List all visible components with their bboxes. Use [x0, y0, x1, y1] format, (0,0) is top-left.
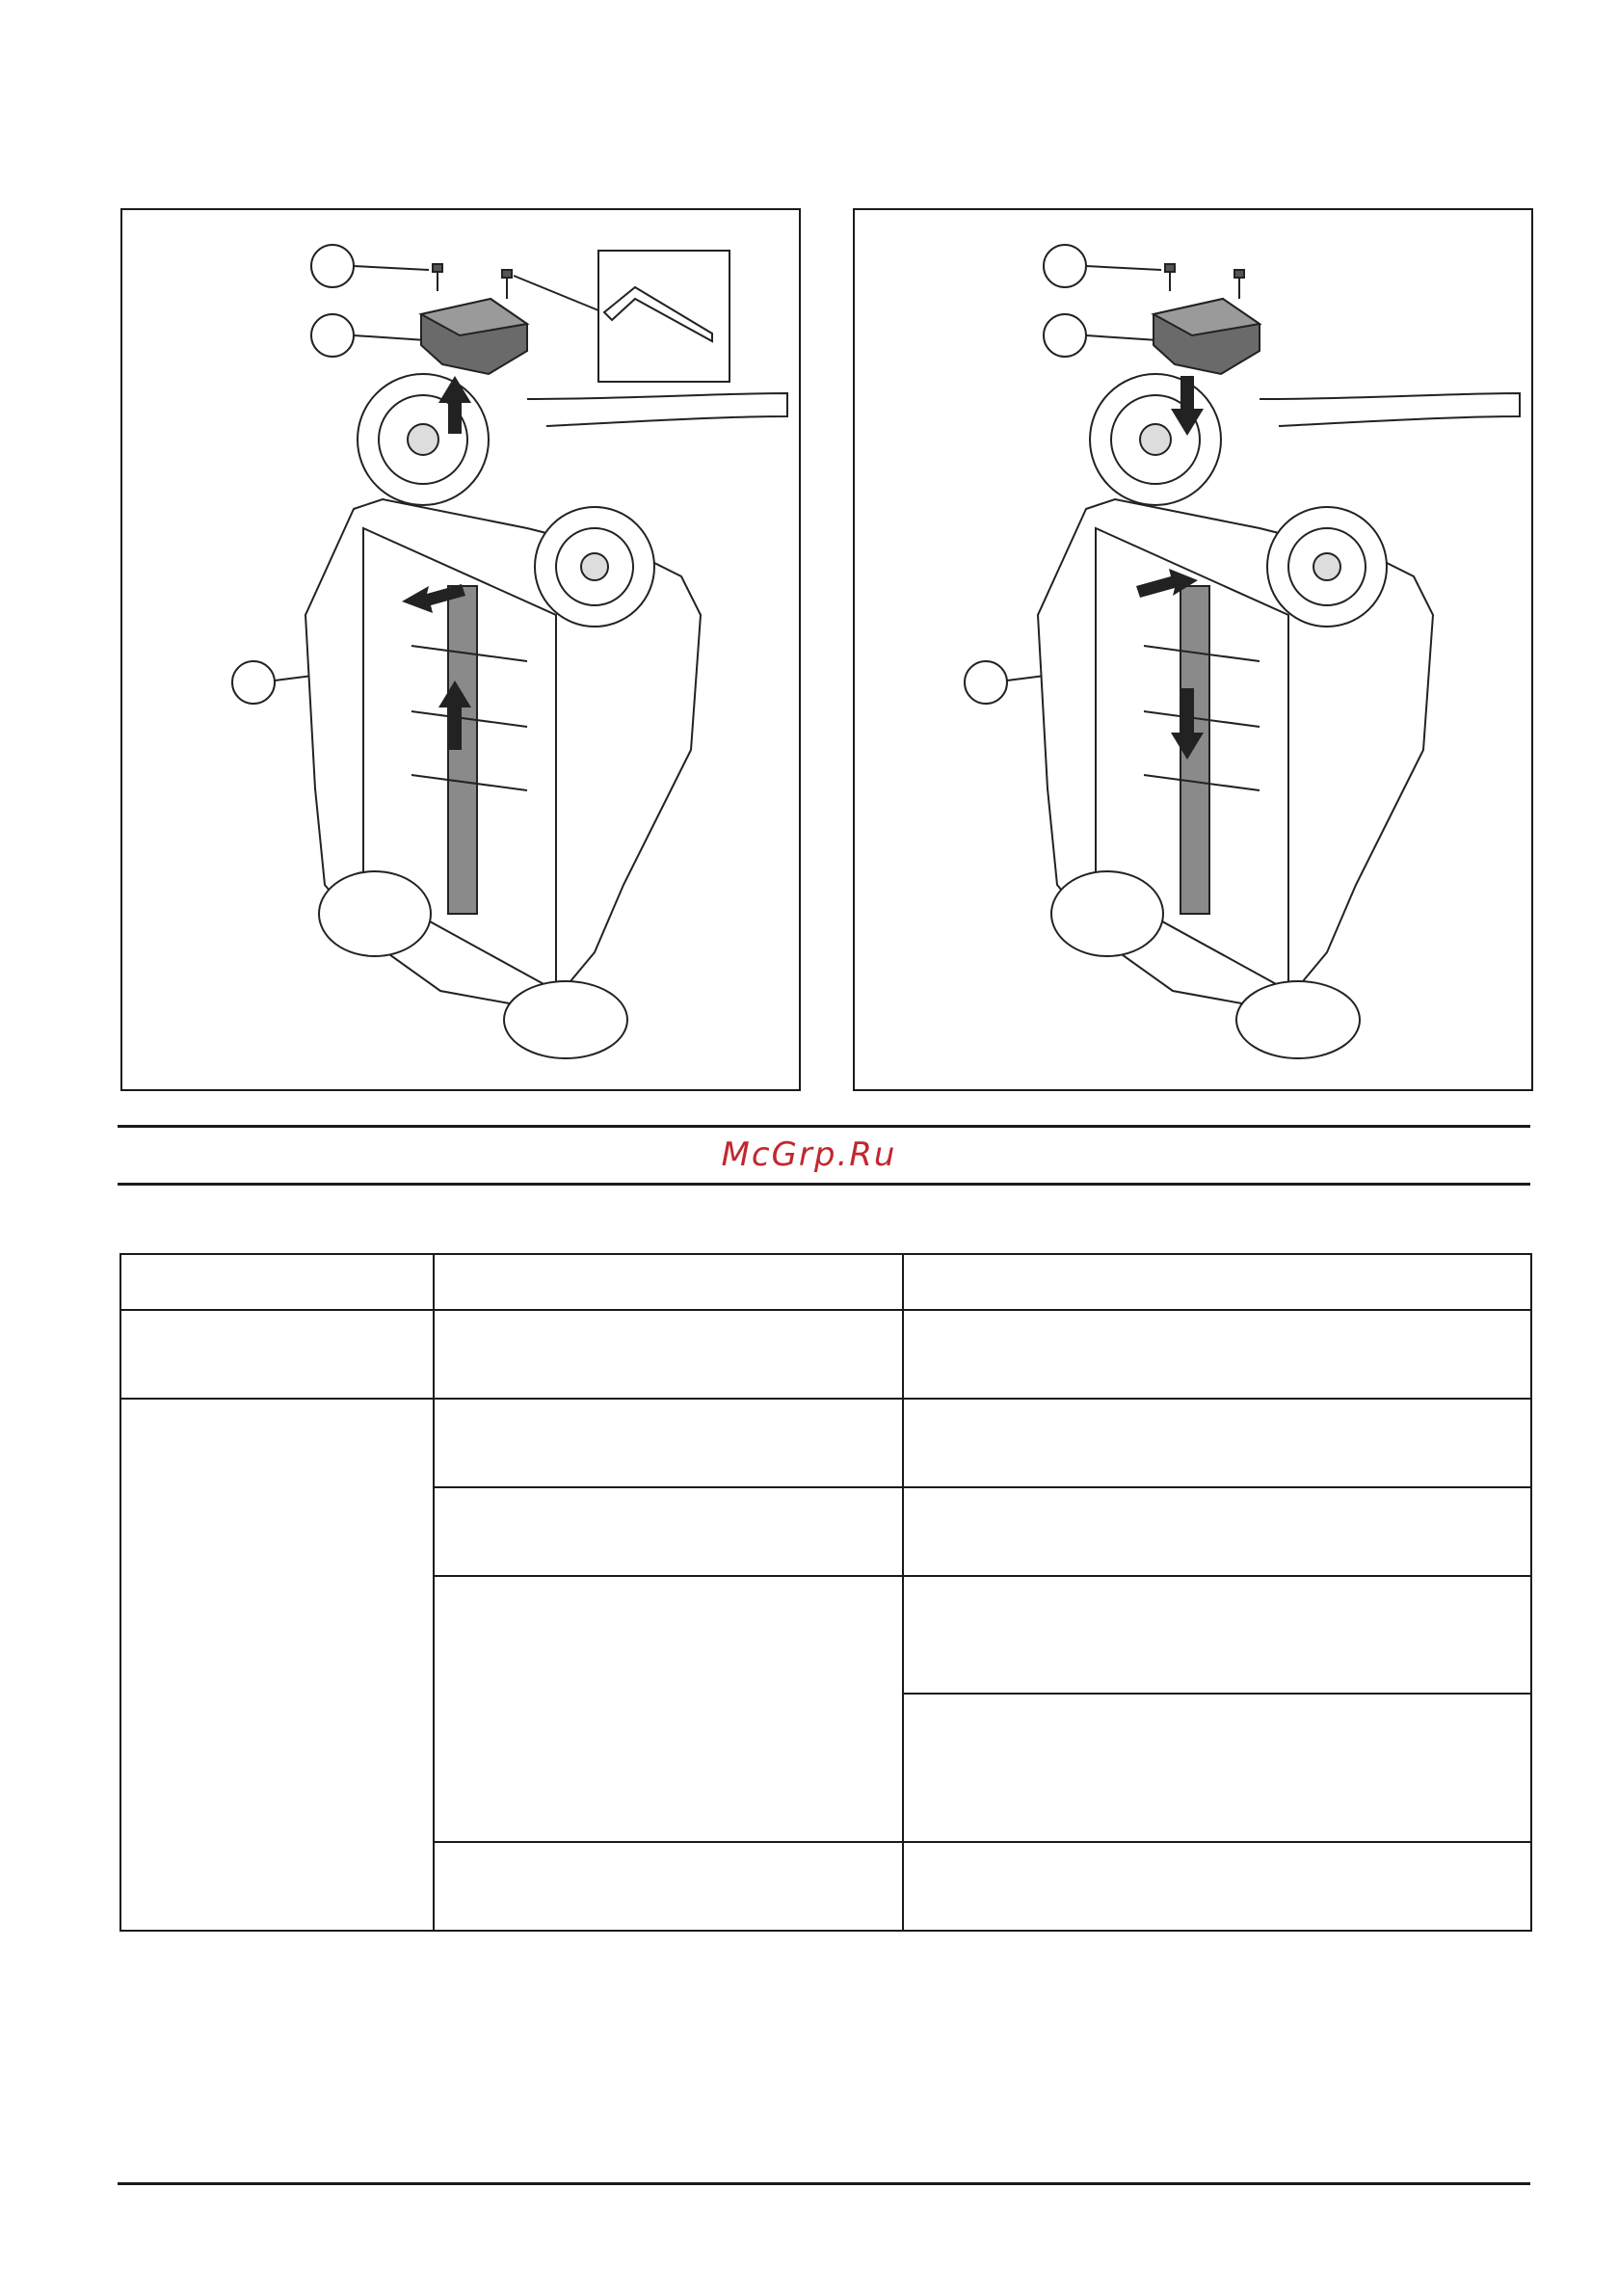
- table-header-cell: [434, 1254, 903, 1310]
- screw-icon: [1234, 270, 1244, 299]
- mower-illustration-left: [122, 210, 799, 1089]
- table-cell: [903, 1694, 1531, 1842]
- table-header-cell: [903, 1254, 1531, 1310]
- figure-install-roller: [853, 208, 1533, 1091]
- screw-icon: [1165, 264, 1175, 291]
- table-cell: [434, 1399, 903, 1487]
- figure-remove-roller: [120, 208, 801, 1091]
- table-header-cell: [120, 1254, 434, 1310]
- table-cell: [903, 1399, 1531, 1487]
- table-cell: [903, 1576, 1531, 1694]
- section-rule-bottom: [118, 1183, 1530, 1186]
- wheel-bottom-left: [319, 871, 431, 956]
- table-cell: [434, 1842, 903, 1931]
- table-cell: [120, 1399, 434, 1931]
- table-row: [120, 1399, 1531, 1487]
- callout-circle-2: [311, 314, 354, 357]
- table-cell: [903, 1310, 1531, 1399]
- mower-illustration-right: [855, 210, 1531, 1089]
- callout-circle-1: [1044, 245, 1086, 287]
- table-cell: [903, 1487, 1531, 1576]
- callout-circle-3: [965, 661, 1007, 704]
- screw-icon: [502, 270, 512, 299]
- wheel-bottom-right: [504, 981, 627, 1058]
- troubleshooting-table: [119, 1253, 1532, 1932]
- wheel-bottom-right: [1236, 981, 1360, 1058]
- table-cell: [434, 1576, 903, 1842]
- hex-key-inset: [598, 251, 729, 382]
- table-cell: [434, 1310, 903, 1399]
- table-header-row: [120, 1254, 1531, 1310]
- table-cell: [434, 1487, 903, 1576]
- table-row: [120, 1310, 1531, 1399]
- table-cell: [120, 1310, 434, 1399]
- watermark: McGrp.Ru: [721, 1135, 897, 1174]
- wheel-bottom-left: [1051, 871, 1163, 956]
- callout-circle-3: [232, 661, 275, 704]
- screw-icon: [433, 264, 442, 291]
- callout-circle-2: [1044, 314, 1086, 357]
- callout-circle-1: [311, 245, 354, 287]
- table-cell: [903, 1842, 1531, 1931]
- footer-rule: [118, 2182, 1530, 2185]
